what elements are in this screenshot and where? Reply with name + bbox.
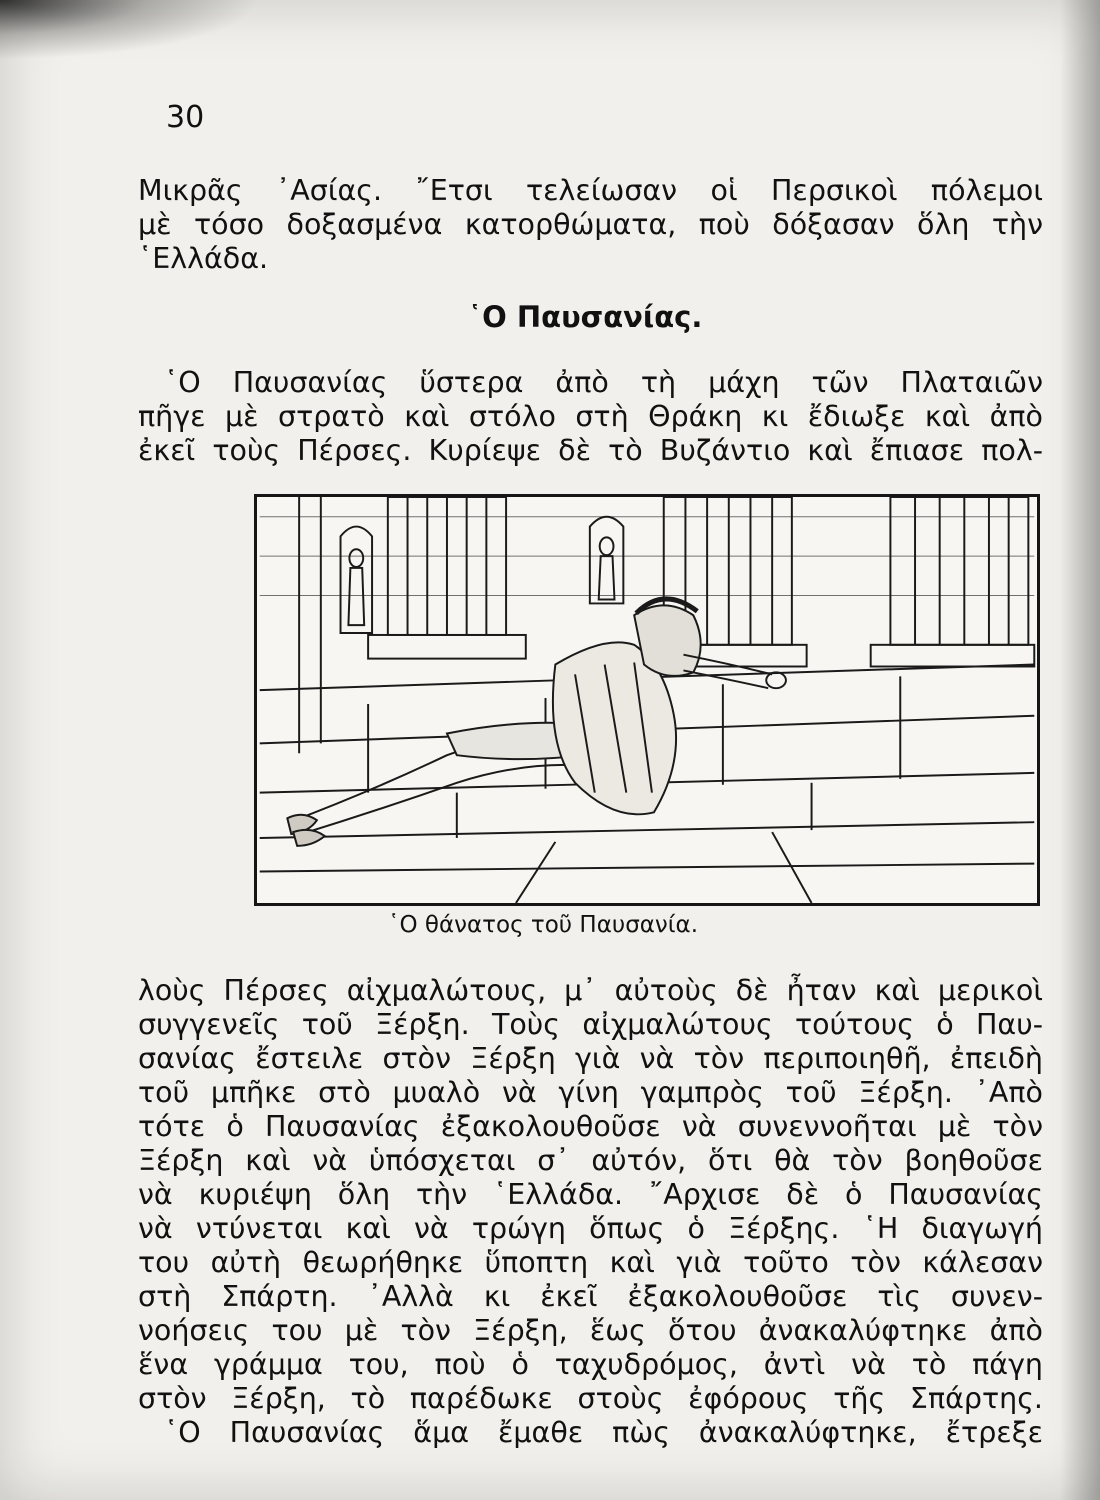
text-line: τότε ὁ Παυσανίας ἐξακολουθοῦσε νὰ συνεννοῆται μὲ τὸν — [138, 1110, 1043, 1143]
figure-caption: ῾Ο θάνατος τοῦ Παυσανία. — [388, 912, 699, 938]
page-number: 30 — [166, 100, 205, 135]
section-paragraph-bottom — [138, 974, 1043, 1450]
section-paragraph-top — [138, 366, 1043, 468]
text-line: νὰ ντύνεται καὶ νὰ τρώγη ὅπως ὁ Ξέρξης. ῾Η διαγωγή — [138, 1212, 1043, 1245]
illustration-death-of-pausanias — [254, 494, 1040, 906]
intro-paragraph — [138, 174, 1043, 276]
text-line: ῾Ο Παυσανίας ὕστερα ἀπὸ τὴ μάχη τῶν Πλαταιῶν — [164, 366, 1043, 399]
text-line: ῾Ο Παυσανίας ἅμα ἔμαθε πὼς ἀνακαλύφτηκε, ἔτρεξε — [164, 1416, 1043, 1449]
text-line: ἐκεῖ τοὺς Πέρσες. Κυρίεψε δὲ τὸ Βυζάντιο καὶ ἔπιασε πολ- — [138, 434, 1043, 467]
text-line: στὴ Σπάρτη. ᾿Αλλὰ κι ἐκεῖ ἐξακολουθοῦσε τὶς συνεν- — [138, 1280, 1043, 1313]
text-line: στὸν Ξέρξη, τὸ παρέδωκε στοὺς ἐφόρους τῆς Σπάρτης. — [138, 1382, 1043, 1415]
scan-edge-shadow — [1060, 0, 1100, 1500]
text-line: του αὐτὴ θεωρήθηκε ὕποπτη καὶ γιὰ τοῦτο τὸν κάλεσαν — [138, 1246, 1043, 1279]
text-line: Ξέρξη καὶ νὰ ὑπόσχεται σ᾿ αὐτόν, ὅτι θὰ τὸν βοηθοῦσε — [138, 1144, 1043, 1177]
text-line: ἕνα γράμμα του, ποὺ ὁ ταχυδρόμος, ἀντὶ νὰ τὸ πάγη — [138, 1348, 1043, 1381]
text-line: μὲ τόσο δοξασμένα κατορθώματα, ποὺ δόξασαν ὅλη τὴν — [138, 208, 1043, 241]
text-line: νοήσεις του μὲ τὸν Ξέρξη, ἕως ὅτου ἀνακαλύφτηκε ἀπὸ — [138, 1314, 1043, 1347]
text-line: τοῦ μπῆκε στὸ μυαλὸ νὰ γίνη γαμπρὸς τοῦ Ξέρξη. ᾿Απὸ — [138, 1076, 1043, 1109]
section-heading: ῾Ο Παυσανίας. — [467, 300, 703, 334]
scan-corner-shadow — [0, 0, 260, 60]
text-line: ῾Ελλάδα. — [138, 242, 269, 275]
engraving-drawing — [257, 497, 1037, 903]
text-line: λοὺς Πέρσες αἰχμαλώτους, μ᾿ αὐτοὺς δὲ ἦταν καὶ μερικοὶ — [138, 974, 1043, 1007]
text-line: πῆγε μὲ στρατὸ καὶ στόλο στὴ Θράκη κι ἔδιωξε καὶ ἀπὸ — [138, 400, 1043, 433]
text-line: σανίας ἔστειλε στὸν Ξέρξη γιὰ νὰ τὸν περιποιηθῆ, ἐπειδὴ — [138, 1042, 1043, 1075]
text-line: νὰ κυριέψη ὅλη τὴν ῾Ελλάδα. ῎Αρχισε δὲ ὁ Παυσανίας — [138, 1178, 1043, 1211]
text-line: συγγενεῖς τοῦ Ξέρξη. Τοὺς αἰχμαλώτους τούτους ὁ Παυ- — [138, 1008, 1043, 1041]
text-line: Μικρᾶς ᾿Ασίας. ῎Ετσι τελείωσαν οἱ Περσικοὶ πόλεμοι — [138, 174, 1043, 207]
